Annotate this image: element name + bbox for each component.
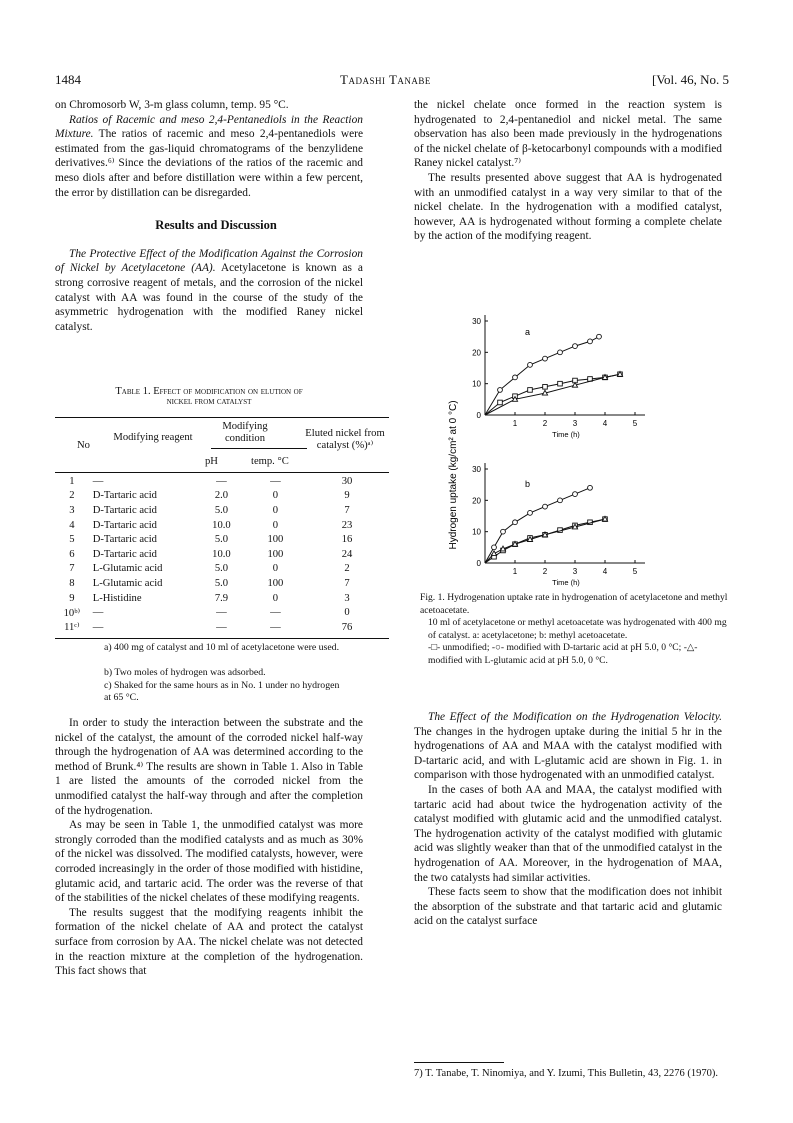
table-cell: 0 [272,490,279,502]
data-point-circle [513,520,518,525]
page-number: 1484 [55,72,81,87]
table-cell: 5.0 [214,534,229,546]
series-line-triangle [485,374,620,415]
table-cell: 100 [267,534,284,546]
table-row [55,591,389,606]
data-point-circle [558,498,563,503]
table-cell: 0 [272,592,279,604]
section-heading: Results and Discussion [155,218,277,233]
table-cell: 7 [344,577,350,589]
table-cell: 11ᶜ⁾ [64,622,80,634]
data-point-circle [573,344,578,349]
x-tick-label: 1 [512,567,518,576]
table-caption: Table 1. Effect of modification on elution of nickel from catalyst [115,386,303,407]
table-cell: 24 [341,548,353,560]
table-row [55,518,389,533]
table-cell: D-Tartaric acid [92,519,157,531]
y-tick-label: 10 [472,527,481,537]
y-tick-label: 10 [472,379,481,389]
run-in-title: Ratios of Racemic and meso 2,4-Pentanediols in the Reaction Mixture. [55,113,363,141]
table-footnote: c) Shaked for the same hours as in No. 1 under no hydrogen at 65 °C. [104,680,340,703]
table-cell: 16 [341,534,353,546]
run-in-title: The Protective Effect of the Modification Against the Corrosion of Nickel by Acetylacetone (AA). [55,247,363,275]
table-row [55,547,389,562]
table-cell: — [92,621,104,633]
table-cell: 3 [344,592,350,604]
paragraph: The results presented above suggest that AA is hydrogenated with an unmodified catalyst in a way very similar to that of the nickel chelate. In the hydrogenation with a modified catalyst, however, AA is hydrogenated without forming a complete chelate by the action of the modifying reagent. [414,171,722,243]
data-point-square [558,381,563,386]
table-cell: 5.0 [214,504,229,516]
table-row [55,562,389,577]
table-cell: 0 [344,607,350,619]
right-column-lower [414,710,722,929]
y-tick-label: 30 [472,317,481,326]
table-cell: 10.0 [212,548,231,560]
table-cell: 23 [341,519,353,531]
x-tick-label: 5 [632,419,638,428]
table-cell: — [270,475,281,487]
series-line-triangle [485,519,605,563]
table-cell: D-Tartaric acid [92,490,157,502]
paragraph: The results suggest that the modifying reagents inhibit the formation of the nickel chelate of AA and protect the catalyst surface from corrosion by AA. The nickel chelate was not detected in the reaction mixture at the completion of the hydrogenation. This fact shows that [55,906,363,978]
y-tick-label: 20 [472,348,481,358]
table-footnote: b) Two moles of hydrogen was adsorbed. [104,667,266,678]
table-header-rule [55,472,389,473]
paragraph: In order to study the interaction between the substrate and the nickel of the catalyst, the amount of the corroded nickel half-way through the hydrogenation of AA was determined according to the method of Brunk.⁴⁾ The results are shown in Table 1. Also in Table 1 are listed the amounts of the corroded nickel from the unmodified catalyst the half-way through and after the completion of the hydrogenation. [55,717,363,817]
table-row [55,532,389,547]
table-cell: 10ᵇ⁾ [63,607,81,619]
data-point-circle [558,350,563,355]
table-cell: D-Tartaric acid [92,548,157,560]
x-tick-label: 2 [542,567,548,576]
data-point-circle [588,485,593,490]
table-top-rule [55,417,389,418]
paragraph: As may be seen in Table 1, the unmodified catalyst was more strongly corroded than the modified catalysts and as much as 30% of the nickel was dissolved. The modified catalysts, however, were corroded increasingly in the order of those modified with histidine, glutamic acid, and tartaric acid. The order was the reverse of that of the stabilities of the nickel chelates of these modifying reagents. [55,819,363,905]
table-cell: 0 [272,563,279,575]
y-tick-label: 0 [476,411,481,420]
panel-a [472,315,645,439]
table-cell: — [216,607,227,619]
table-cell: 2.0 [214,490,229,502]
data-point-circle [528,510,533,515]
table-cell: — [92,607,104,619]
table-cell: — [216,475,227,487]
paragraph: on Chromosorb W, 3-m glass column, temp. 95 °C. [55,99,289,111]
x-axis-label: Time (h) [552,430,580,439]
panel-b [472,463,645,587]
x-tick-label: 3 [572,567,578,576]
paragraph: Ratios of Racemic and meso 2,4-Pentanediols in the Reaction Mixture. The ratios of racemic and meso 2,4-pentanediols were estimated from the gas-liquid chromatograms of the benzylidene derivatives.⁶⁾ Since the deviations of the ratios of the racemic and meso diols after and before distillation were within a few percent, the error by distillation can be disregarded. [55,113,363,199]
data-point-circle [501,529,506,534]
left-column-lower [55,716,363,979]
x-tick-label: 1 [512,419,518,428]
table-header: No Modifying reagent Modifying condition pH temp. °C Eluted nickel from catalyst (%)ᵃ⁾ [77,421,385,467]
figure-1 [430,305,730,595]
y-tick-label: 30 [472,465,481,474]
figure-caption: Fig. 1. Hydrogenation uptake rate in hydrogenation of acetylacetone and methyl acetoacetate. 10 ml of acetylacetone or methyl acetoacetate was hydrogenated with 400 mg of catalyst. a: acetylacetone; b: methyl acetoacetate. -□- unmodified; -○- modified with D-tartaric acid at pH 5.0, 0 °C; -△- modified with L-glutamic acid at pH 5.0, 0 °C. [420,592,728,666]
x-tick-label: 4 [602,567,608,576]
table-cell: — [216,621,227,633]
table-cell: 4 [69,519,75,531]
paragraph: In the cases of both AA and MAA, the catalyst modified with tartaric acid had about twice the hydrogenation activity of the catalyst modified with glutamic acid and the unmodified catalyst. The hydrogenation activity of the catalyst modified with glutamic acid was slightly weaker than that of the unmodified catalyst in the hydrogenation of AA. Moreover, in the hydrogenation of MAA, the two catalysts had similar activities. [414,783,722,884]
table-cell: L-Glutamic acid [92,577,163,589]
data-point-circle [573,492,578,497]
table-cell: L-Histidine [92,592,142,604]
y-tick-label: 0 [476,559,481,568]
run-in-title: The Effect of the Modification on the Hydrogenation Velocity. [428,711,722,723]
table-cell: 9 [69,592,75,604]
paragraph: These facts seem to show that the modification does not inhibit the absorption of the substrate and that tartaric acid and glutamic acid on the catalyst surface [414,886,722,928]
footnote-rule [414,1062,504,1063]
series-line-square [485,374,620,415]
volume-info: [Vol. 46, No. 5 [652,72,730,87]
data-point-circle [492,545,497,550]
table-cell: 0 [272,504,279,516]
table-cell: 76 [341,621,353,633]
footnote: 7) T. Tanabe, T. Ninomiya, and Y. Izumi, This Bulletin, 43, 2276 (1970). [414,1068,719,1079]
y-axis-label: Hydrogen uptake (kg/cm² at 0 °C) [448,400,459,550]
table-cell: 2 [69,490,75,502]
data-point-circle [513,375,518,380]
paragraph: The Effect of the Modification on the Hydrogenation Velocity. The changes in the hydrogen uptake during the initial 5 hr in the hydrogenations of AA and MAA with the catalyst modified with D-tartaric acid, and with L-glutamic acid are shown in Fig. 1. in comparison with those hydrogenated with an unmodified catalyst. [414,711,722,782]
data-point-circle [528,362,533,367]
table-cell: 7 [344,504,350,516]
table-cell: — [92,475,104,487]
x-tick-label: 4 [602,419,608,428]
x-tick-label: 5 [632,567,638,576]
running-author: Tadashi Tanabe [340,72,431,87]
table-cell: 8 [69,577,75,589]
table-cell: 5.0 [214,563,229,575]
table-row [55,474,389,489]
table-cell: 0 [272,519,279,531]
data-point-square [543,385,548,390]
table-row [55,605,389,620]
table-cell: 30 [341,475,353,487]
table-row [55,576,389,591]
data-point-circle [543,356,548,361]
table-cell: 7.9 [214,592,229,604]
left-column [55,98,363,334]
data-point-circle [498,388,503,393]
table-cell: — [270,607,281,619]
data-point-circle [597,334,602,339]
table-cell: L-Glutamic acid [92,563,163,575]
table-cell: 100 [267,548,284,560]
table-cell: 1 [69,475,75,487]
table-cell: D-Tartaric acid [92,504,157,516]
table-cell: 2 [344,563,350,575]
table-cell: 100 [267,577,284,589]
table-row [55,620,389,635]
paragraph: The Protective Effect of the Modification Against the Corrosion of Nickel by Acetylacetone (AA). Acetylacetone is known as a strong corrosive reagent of metals, and the corrosion of the nickel catalyst with AA was found in the course of the study of the asymmetric hydrogenation with the modified Raney nickel catalyst. [55,247,363,333]
panel-label: a [525,327,531,337]
right-column [414,98,722,244]
data-point-circle [543,504,548,509]
data-point-square [498,400,503,405]
table-cell: 6 [69,548,75,560]
table-footnote: a) 400 mg of catalyst and 10 ml of acetylacetone were used. [104,642,340,653]
table-bottom-rule [55,638,389,639]
panel-label: b [525,479,531,489]
x-tick-label: 2 [542,419,548,428]
series-line-square [485,519,605,563]
table-cell: 5 [69,534,75,546]
x-tick-label: 3 [572,419,578,428]
data-point-circle [588,339,593,344]
table-cell: 10.0 [212,519,231,531]
table-cell: — [270,621,281,633]
table-cell: 9 [344,490,350,502]
data-point-square [528,388,533,393]
table-cell: 3 [69,504,75,516]
y-tick-label: 20 [472,496,481,506]
table-row [55,489,389,504]
paragraph: the nickel chelate once formed in the reaction system is hydrogenated to 2,4-pentanediol and nickel metal. The same observation has also been made previously in the hydrogenations of the nickel chelate of β-ketocarbonyl compounds with a modified Raney nickel catalyst.⁷⁾ [414,99,722,170]
table-cell: 7 [69,563,75,575]
table-row [55,503,389,518]
table-cell: 5.0 [214,577,229,589]
table-cell: D-Tartaric acid [92,534,157,546]
data-table [55,474,389,635]
x-axis-label: Time (h) [552,578,580,587]
